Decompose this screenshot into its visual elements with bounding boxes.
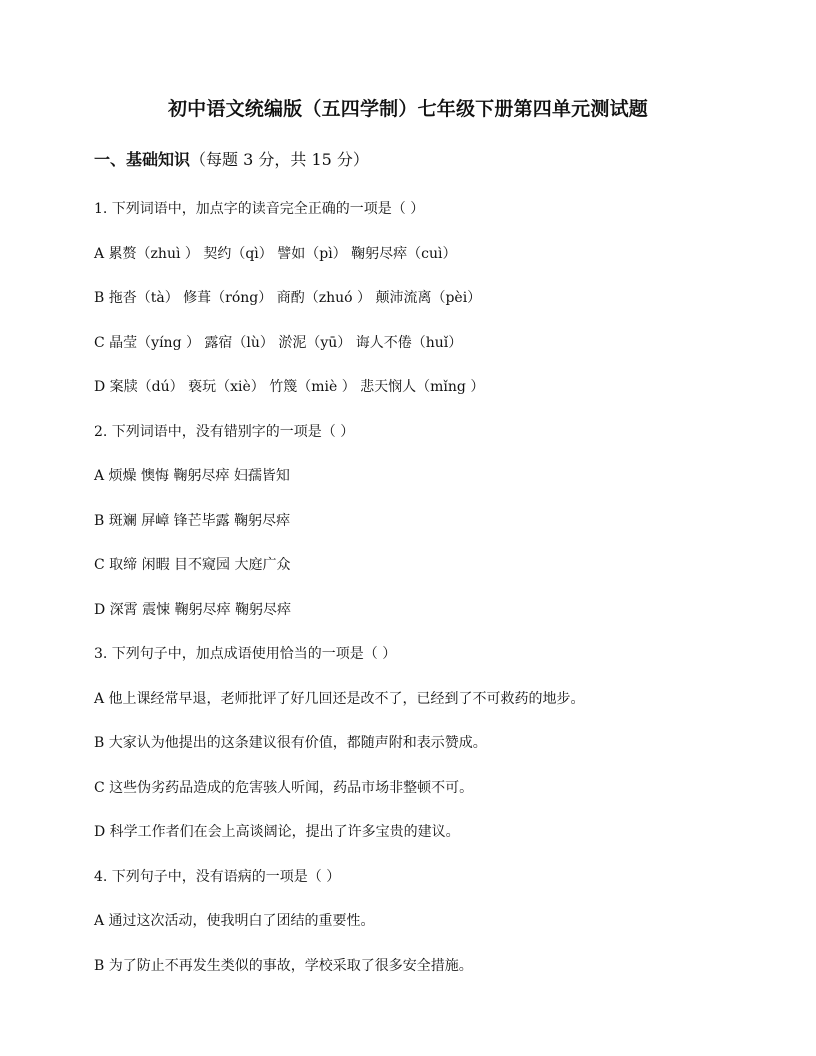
question-2-option-b: B 斑斓 屏嶂 锋芒毕露 鞠躬尽瘁 (94, 513, 291, 529)
question-2-option-a: A 烦燥 懊悔 鞠躬尽瘁 妇孺皆知 (94, 468, 290, 484)
section-heading (94, 149, 369, 171)
question-3: 3. 下列句子中，加点成语使用恰当的一项是（ ） (94, 646, 397, 662)
question-3-option-d: D 科学工作者们在会上高谈阔论，提出了许多宝贵的建议。 (94, 824, 460, 840)
section-heading-label: 一、基础知识 (94, 150, 191, 169)
question-1-option-c: C 晶莹（yíng ） 露宿（lù） 淤泥（yū） 诲人不倦（huǐ） (94, 335, 463, 351)
question-3-option-c: C 这些伪劣药品造成的危害骇人听闻，药品市场非整顿不可。 (94, 780, 474, 796)
question-2-option-c: C 取缔 闲暇 目不窥园 大庭广众 (94, 557, 291, 573)
question-1-option-b: B 拖沓（tà） 修葺（róng） 商酌（zhuó ） 颠沛流离（pèi） (94, 290, 482, 306)
question-4: 4. 下列句子中，没有语病的一项是（ ） (94, 869, 341, 885)
question-1-option-a: A 累赘（zhuì ） 契约（qì） 譬如（pì） 鞠躬尽瘁（cuì） (94, 246, 457, 262)
question-4-option-a: A 通过这次活动，使我明白了团结的重要性。 (94, 913, 375, 929)
question-1: 1. 下列词语中，加点字的读音完全正确的一项是（ ） (94, 201, 425, 217)
section-heading-score-note: （每题 3 分，共 15 分） (190, 150, 369, 169)
question-1-option-d: D 案牍（dú） 亵玩（xiè） 竹篾（miè ） 悲天悯人（mǐng ） (94, 379, 485, 395)
document-title: 初中语文统编版（五四学制）七年级下册第四单元测试题 (167, 98, 648, 120)
question-3-option-a: A 他上课经常早退，老师批评了好几回还是改不了，已经到了不可救药的地步。 (94, 691, 585, 707)
question-4-option-b: B 为了防止不再发生类似的事故，学校采取了很多安全措施。 (94, 958, 473, 974)
question-2: 2. 下列词语中，没有错别字的一项是（ ） (94, 424, 355, 440)
question-2-option-d: D 深霄 震悚 鞠躬尽瘁 鞠躬尽瘁 (94, 602, 292, 618)
question-3-option-b: B 大家认为他提出的这条建议很有价值，都随声附和表示赞成。 (94, 735, 487, 751)
